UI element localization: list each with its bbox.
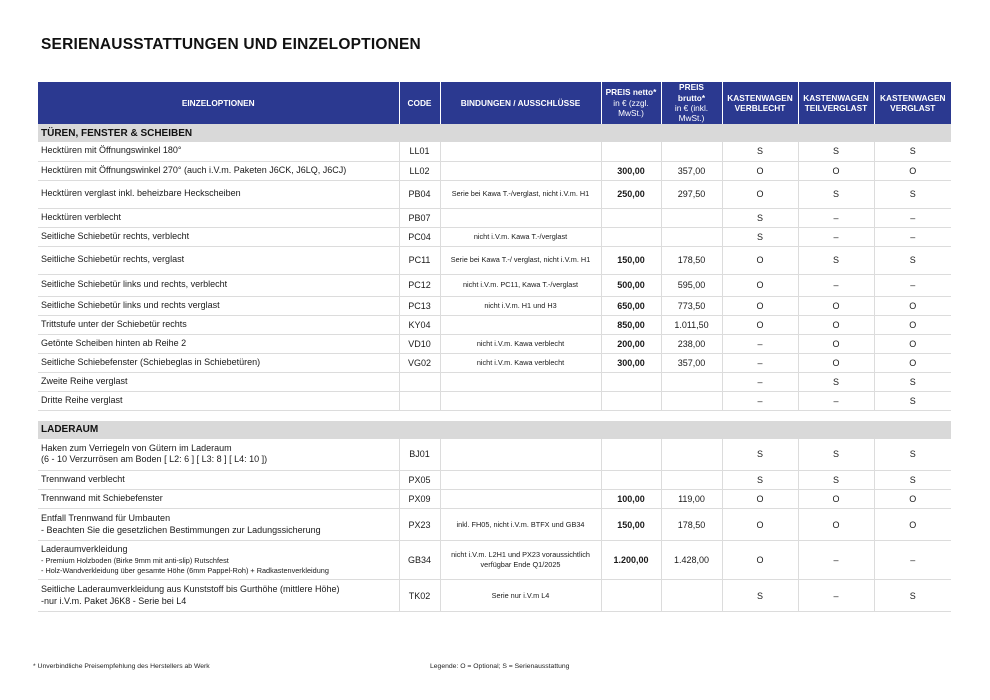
availability-verblecht: O — [722, 246, 798, 274]
table-row — [38, 208, 951, 227]
availability-verblecht: – — [722, 353, 798, 372]
availability-verglast: O — [874, 353, 951, 372]
option-name-cell — [38, 580, 399, 612]
option-code: PB04 — [399, 180, 440, 208]
option-name: Hecktüren mit Öffnungswinkel 270° (auch i.V.m. Paketen J6CK, J6LQ, J6CJ) — [41, 164, 347, 175]
availability-teilverglast: O — [798, 509, 874, 541]
option-bindings: Serie nur i.V.m L4 — [440, 580, 601, 612]
price-netto — [601, 580, 661, 612]
availability-verblecht: O — [722, 180, 798, 208]
option-name: Dritte Reihe verglast — [41, 394, 123, 405]
option-name-cell — [38, 274, 399, 296]
price-netto — [601, 227, 661, 246]
price-netto: 500,00 — [601, 274, 661, 296]
table-row — [38, 353, 951, 372]
price-brutto: 238,00 — [661, 334, 722, 353]
table-row — [38, 391, 951, 410]
option-bindings: nicht i.V.m. H1 und H3 — [440, 296, 601, 315]
option-bindings: inkl. FH05, nicht i.V.m. BTFX und GB34 — [440, 509, 601, 541]
table-row — [38, 142, 951, 161]
availability-teilverglast: O — [798, 353, 874, 372]
price-brutto — [661, 227, 722, 246]
price-netto: 300,00 — [601, 353, 661, 372]
price-netto: 150,00 — [601, 246, 661, 274]
availability-verblecht: O — [722, 296, 798, 315]
option-code: PX09 — [399, 490, 440, 509]
availability-verglast: S — [874, 471, 951, 490]
option-bindings — [440, 490, 601, 509]
availability-verglast: O — [874, 296, 951, 315]
availability-verglast: S — [874, 180, 951, 208]
section-title: TÜREN, FENSTER & SCHEIBEN — [38, 124, 951, 142]
option-name: Seitliche Schiebetür links und rechts, verblecht — [41, 279, 228, 290]
option-name: Trittstufe unter der Schiebetür rechts — [41, 318, 187, 329]
option-code: PB07 — [399, 208, 440, 227]
availability-teilverglast: S — [798, 180, 874, 208]
header-preis-netto-title: PREIS netto* — [605, 87, 657, 98]
option-name-cell — [38, 490, 399, 509]
option-desc: - Premium Holzboden (Birke 9mm mit anti-slip) Rutschfest — [41, 556, 229, 565]
option-bindings: Serie bei Kawa T.-/verglast, nicht i.V.m. H1 — [440, 180, 601, 208]
option-code: PC04 — [399, 227, 440, 246]
option-bindings: nicht i.V.m. L2H1 und PX23 voraussichtlich verfügbar Ende Q1/2025 — [440, 541, 601, 580]
options-table — [38, 82, 951, 612]
option-bindings — [440, 439, 601, 471]
option-code: GB34 — [399, 541, 440, 580]
availability-teilverglast: O — [798, 161, 874, 180]
option-code: PX23 — [399, 509, 440, 541]
price-netto: 850,00 — [601, 315, 661, 334]
table-row — [38, 372, 951, 391]
availability-teilverglast: – — [798, 208, 874, 227]
table-header-row — [38, 82, 951, 124]
price-brutto: 297,50 — [661, 180, 722, 208]
availability-verblecht: O — [722, 161, 798, 180]
option-name-cell — [38, 439, 399, 471]
option-name-note: (6 - 10 Verzurrösen am Boden [ L2: 6 ] [ L3: 8 ] [ L4: 10 ]) — [41, 454, 268, 465]
table-row — [38, 490, 951, 509]
price-netto — [601, 208, 661, 227]
availability-teilverglast: O — [798, 315, 874, 334]
availability-teilverglast: – — [798, 580, 874, 612]
availability-verglast: O — [874, 490, 951, 509]
table-row — [38, 161, 951, 180]
header-preis-netto — [601, 82, 661, 124]
availability-verblecht: O — [722, 541, 798, 580]
option-bindings: nicht i.V.m. Kawa verblecht — [440, 334, 601, 353]
price-netto: 100,00 — [601, 490, 661, 509]
availability-verblecht: S — [722, 142, 798, 161]
option-bindings: nicht i.V.m. Kawa verblecht — [440, 353, 601, 372]
legend: Legende: O = Optional; S = Serienausstattung — [430, 663, 570, 670]
option-name-cell — [38, 509, 399, 541]
option-name: Hecktüren mit Öffnungswinkel 180° — [41, 145, 182, 156]
header-kastenwagen-verglast: KASTENWAGEN VERGLAST — [874, 82, 951, 124]
availability-verglast: O — [874, 315, 951, 334]
availability-verglast: – — [874, 274, 951, 296]
header-bindungen: BINDUNGEN / AUSSCHLÜSSE — [440, 82, 601, 124]
option-name-cell — [38, 296, 399, 315]
option-bindings — [440, 391, 601, 410]
header-kastenwagen-verblecht: KASTENWAGEN VERBLECHT — [722, 82, 798, 124]
availability-verblecht: – — [722, 334, 798, 353]
price-brutto: 119,00 — [661, 490, 722, 509]
availability-verglast: S — [874, 439, 951, 471]
option-name-cell — [38, 227, 399, 246]
option-name: Laderaumverkleidung — [41, 544, 128, 555]
price-netto: 650,00 — [601, 296, 661, 315]
availability-verblecht: O — [722, 274, 798, 296]
price-brutto: 1.428,00 — [661, 541, 722, 580]
price-brutto — [661, 391, 722, 410]
option-name: Entfall Trennwand für Umbauten — [41, 512, 171, 523]
availability-verblecht: O — [722, 509, 798, 541]
option-name-cell — [38, 161, 399, 180]
availability-verglast: – — [874, 227, 951, 246]
option-name: Trennwand mit Schiebefenster — [41, 493, 163, 504]
table-row — [38, 180, 951, 208]
availability-verblecht: – — [722, 372, 798, 391]
option-code: KY04 — [399, 315, 440, 334]
availability-verblecht: S — [722, 471, 798, 490]
header-kastenwagen-teilverglast: KASTENWAGEN TEILVERGLAST — [798, 82, 874, 124]
availability-teilverglast: S — [798, 246, 874, 274]
option-code: PX05 — [399, 471, 440, 490]
availability-teilverglast: – — [798, 541, 874, 580]
price-brutto: 357,00 — [661, 161, 722, 180]
availability-teilverglast: – — [798, 227, 874, 246]
option-code: PC11 — [399, 246, 440, 274]
availability-teilverglast: S — [798, 471, 874, 490]
option-code: VG02 — [399, 353, 440, 372]
header-code: CODE — [399, 82, 440, 124]
availability-teilverglast: S — [798, 372, 874, 391]
price-brutto — [661, 580, 722, 612]
option-code — [399, 372, 440, 391]
option-bindings: Serie bei Kawa T.-/ verglast, nicht i.V.m. H1 — [440, 246, 601, 274]
option-name: Trennwand verblecht — [41, 474, 125, 485]
price-netto — [601, 471, 661, 490]
price-brutto: 357,00 — [661, 353, 722, 372]
price-brutto — [661, 439, 722, 471]
header-preis-brutto-title: PREIS brutto* — [677, 82, 706, 103]
option-name-cell — [38, 315, 399, 334]
option-bindings — [440, 142, 601, 161]
price-netto — [601, 372, 661, 391]
option-name: Getönte Scheiben hinten ab Reihe 2 — [41, 337, 187, 348]
option-name: Seitliche Schiebetür rechts, verglast — [41, 254, 185, 265]
option-name-cell — [38, 142, 399, 161]
option-name-cell — [38, 353, 399, 372]
availability-verglast: – — [874, 208, 951, 227]
option-code: TK02 — [399, 580, 440, 612]
option-bindings — [440, 372, 601, 391]
price-brutto: 178,50 — [661, 246, 722, 274]
availability-teilverglast: S — [798, 142, 874, 161]
section-header-row — [38, 124, 951, 142]
section-header-row — [38, 421, 951, 439]
option-name: Seitliche Schiebefenster (Schiebeglas in Schiebetüren) — [41, 356, 261, 367]
option-name-cell — [38, 471, 399, 490]
price-brutto — [661, 142, 722, 161]
option-code — [399, 391, 440, 410]
option-code: PC12 — [399, 274, 440, 296]
option-name: Hecktüren verglast inkl. beheizbare Heckscheiben — [41, 188, 241, 199]
availability-verglast: O — [874, 509, 951, 541]
table-row — [38, 246, 951, 274]
availability-teilverglast: O — [798, 334, 874, 353]
option-name-cell — [38, 334, 399, 353]
spacer-cell — [38, 410, 951, 421]
availability-verglast: O — [874, 161, 951, 180]
availability-verglast: – — [874, 541, 951, 580]
table-row — [38, 471, 951, 490]
table-row — [38, 334, 951, 353]
option-name-cell — [38, 372, 399, 391]
price-brutto: 773,50 — [661, 296, 722, 315]
table-row — [38, 227, 951, 246]
price-netto — [601, 439, 661, 471]
price-netto: 150,00 — [601, 509, 661, 541]
availability-teilverglast: – — [798, 391, 874, 410]
header-einzeloptionen: EINZELOPTIONEN — [38, 82, 399, 124]
option-bindings — [440, 161, 601, 180]
option-desc: - Holz-Wandverkleidung über gesamte Höhe (6mm Pappel-Roh) + Radkastenverkleidung — [41, 565, 329, 575]
availability-teilverglast: S — [798, 439, 874, 471]
availability-verglast: O — [874, 334, 951, 353]
option-name-cell — [38, 180, 399, 208]
price-netto — [601, 391, 661, 410]
option-bindings — [440, 315, 601, 334]
availability-verblecht: S — [722, 580, 798, 612]
option-name: Haken zum Verriegeln von Gütern im Laderaum — [41, 442, 232, 453]
availability-verblecht: O — [722, 315, 798, 334]
availability-verglast: S — [874, 142, 951, 161]
availability-verglast: S — [874, 372, 951, 391]
price-brutto — [661, 208, 722, 227]
option-bindings — [440, 471, 601, 490]
option-code: VD10 — [399, 334, 440, 353]
option-name: Seitliche Schiebetür rechts, verblecht — [41, 230, 190, 241]
section-title: LADERAUM — [38, 421, 951, 439]
option-code: LL01 — [399, 142, 440, 161]
page-title: SERIENAUSSTATTUNGEN UND EINZELOPTIONEN — [41, 36, 421, 53]
price-brutto — [661, 372, 722, 391]
availability-verblecht: O — [722, 490, 798, 509]
option-name-cell — [38, 541, 399, 580]
option-name: Zweite Reihe verglast — [41, 375, 128, 386]
price-netto: 300,00 — [601, 161, 661, 180]
section-spacer — [38, 410, 951, 421]
table-row — [38, 296, 951, 315]
availability-teilverglast: O — [798, 296, 874, 315]
option-name-note: -nur i.V.m. Paket J6K8 - Serie bei L4 — [41, 595, 187, 606]
price-netto: 250,00 — [601, 180, 661, 208]
option-code: BJ01 — [399, 439, 440, 471]
availability-verglast: S — [874, 391, 951, 410]
header-preis-brutto — [661, 82, 722, 124]
price-netto — [601, 142, 661, 161]
availability-verblecht: S — [722, 439, 798, 471]
option-code: PC13 — [399, 296, 440, 315]
option-name: Seitliche Laderaumverkleidung aus Kunststoff bis Gurthöhe (mittlere Höhe) — [41, 583, 340, 594]
table-row — [38, 509, 951, 541]
table-body — [38, 124, 951, 612]
price-netto: 1.200,00 — [601, 541, 661, 580]
table-row — [38, 274, 951, 296]
availability-teilverglast: – — [798, 274, 874, 296]
price-brutto: 1.011,50 — [661, 315, 722, 334]
availability-verglast: S — [874, 246, 951, 274]
price-brutto — [661, 471, 722, 490]
price-brutto: 178,50 — [661, 509, 722, 541]
price-netto: 200,00 — [601, 334, 661, 353]
availability-verblecht: S — [722, 227, 798, 246]
availability-verblecht: – — [722, 391, 798, 410]
option-code: LL02 — [399, 161, 440, 180]
option-name-cell — [38, 391, 399, 410]
option-bindings: nicht i.V.m. Kawa T.-/verglast — [440, 227, 601, 246]
option-name-cell — [38, 208, 399, 227]
option-bindings — [440, 208, 601, 227]
availability-teilverglast: O — [798, 490, 874, 509]
option-name-cell — [38, 246, 399, 274]
price-brutto: 595,00 — [661, 274, 722, 296]
table-row — [38, 439, 951, 471]
footnote: * Unverbindliche Preisempfehlung des Herstellers ab Werk — [33, 663, 210, 670]
option-name-note: - Beachten Sie die gesetzlichen Bestimmungen zur Ladungssicherung — [41, 524, 321, 535]
option-name: Hecktüren verblecht — [41, 211, 122, 222]
availability-verglast: S — [874, 580, 951, 612]
header-preis-brutto-sub: in € (inkl. MwSt.) — [674, 103, 709, 124]
availability-verblecht: S — [722, 208, 798, 227]
option-bindings: nicht i.V.m. PC11, Kawa T.-/verglast — [440, 274, 601, 296]
table-row — [38, 315, 951, 334]
table-row — [38, 580, 951, 612]
option-name: Seitliche Schiebetür links und rechts verglast — [41, 299, 220, 310]
table-row — [38, 541, 951, 580]
header-preis-netto-sub: in € (zzgl. MwSt.) — [613, 97, 649, 119]
